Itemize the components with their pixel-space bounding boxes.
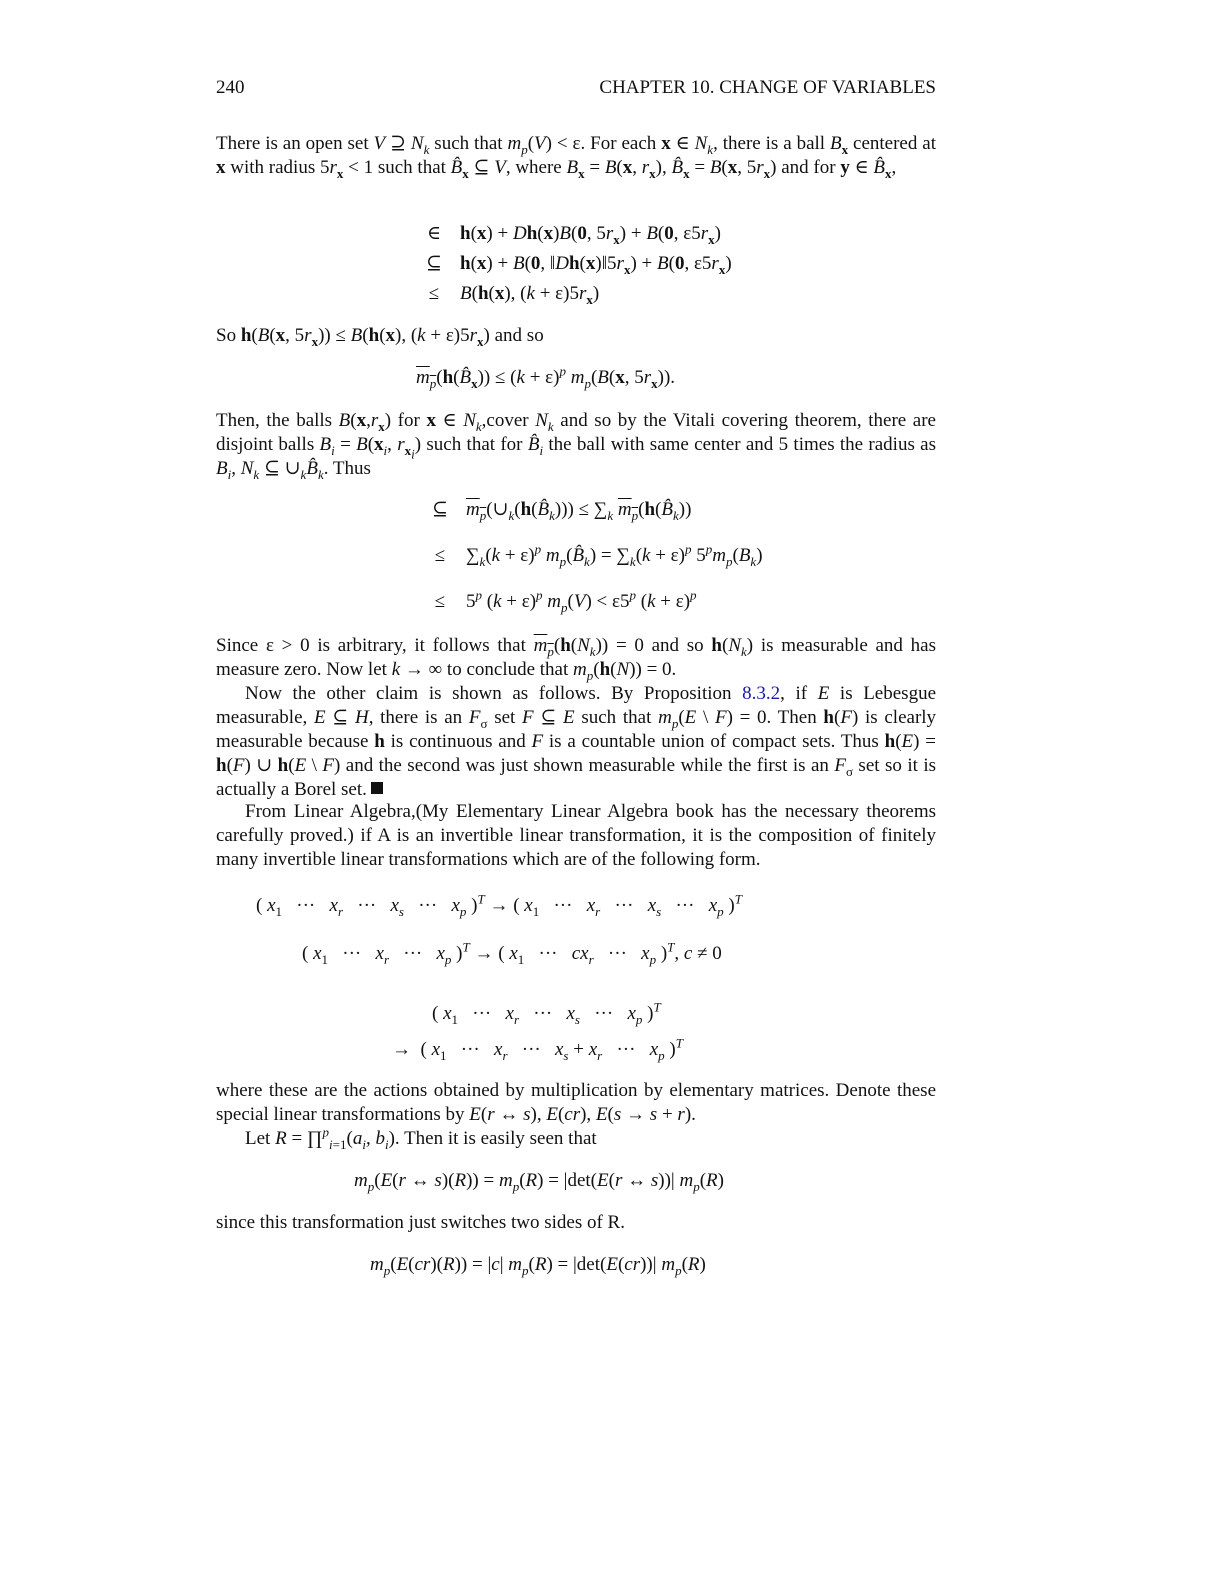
equation-2: $m_p(h(B̂_x)) \le (k + \varepsilon)^p$ $m_p(B(x$, $5r_x$)). (416, 363, 676, 391)
qed-square-icon (371, 782, 383, 794)
paragraph-1: There is an open set V ⊇ $N_k$ such that $m_p(V) < \varepsilon$. For each x ∈ $N_k$, there is a ball $B_x$ centered at x with radius $5r_x < 1$ such that $B̂_x$ ⊆ V, where $B_x = B(x$, $r_x$), $B̂_x = B(x$, $5r_x$) and for y ∈ $B̂_x$, (216, 133, 936, 181)
paragraph-7: where these are the actions obtained by multiplication by elementary matrices. Denote these special linear transformations by E(r ↔ s), E(cr), E(s → s + r). (216, 1080, 936, 1125)
proposition-link[interactable]: 8.3.2 (742, 683, 781, 704)
paragraph-5: Now the other claim is shown as follows. By Proposition 8.3.2, if E is Lebesgue measurable, E ⊆ H, there is an $F_\sigma$ set F ⊆ E such that $m_p(E$ \ F) = 0. Then h(F) is clearly measurable because h is continuous and F is a countable union of compact sets. Thus h(E) = h(F) ∪ h(E \ F) and the second was just shown measurable while the first is an $F_\sigma$ set so it is actually a Borel set. (216, 683, 937, 800)
transform-add-row2: → ( $x_1$ ··· $x_r$ ··· $x_s + x_r$ ··· $x_p$ )$^T$ (392, 1035, 683, 1063)
equation-scale-measure: $m_p(E(cr)(R)) = |c|$ $m_p(R) = |\det(E(cr))|$ $m_p(R)$ (370, 1254, 706, 1278)
paragraph-2: So h(B(x, $5r_x)) \le B(h(x)$, $(k + \varepsilon)5r_x$) and so (216, 325, 544, 349)
page: 240 CHAPTER 10. CHANGE OF VARIABLES There is an open set V ⊇ $N_k$ such that $m_p(V) < \varepsilon$. For each x ∈ $N_k$, there is a ball $B_x$ centered at x with radius $5r_x < 1$ such that $B̂_x$ ⊆ V, where $B_x = B(x$, $r_x$), $B̂_x = B(x$, $5r_x$) and for y ∈ $B̂_x$, ∈ h(x) + Dh(x)B(0, $5r_x) + B(0$, $\varepsilon 5r_x$) ⊆ h(x) + B(0, $‖Dh(x)‖5r_x) + B(0$, $\varepsilon 5r_x$) ≤ B(h(x), $(k + \varepsilon)5r_x$) So h(B(x, $5r_x)) \le B(h(x)$, $(k + \varepsilon)5r_x$) and so $m_p(h(B̂_x)) \le (k + \varepsilon)^p$ $m_p(B(x$, $5r_x$)). Then, the balls $B(x,r_x)$ for x ∈ $N_k,cover$ $N_k$ and so by the Vitali covering theorem, there are disjoint balls $B_i = B(x_i$, $r_{x_i}$) such that for $B̂_i$ the ball with same center and 5 times the radius as $B_i$, $N_k$ ⊆ $\cup_kB̂_k$. Thus ⊆ $m_p(\cup_k(h(B̂_k))) \le \sum_k$ $m_p(h(B̂_k))$ ≤ $\sum_k(k + \varepsilon)^p$ $m_p(B̂_k) = \sum_k(k + \varepsilon)^p$ $5^pm_p(B_k)$ ≤ 5$^p$ $(k + \varepsilon)^p$ $m_p(V) < \varepsilon 5^p$ $(k + \varepsilon)^p$ Since ε > 0 is arbitrary, it follows that $m_p(h(N_k)) = 0$ and so $h(N_k)$ is measurable and has measure zero. Now let k → ∞ to conclude that $m_p(h(N)) = 0$. Now the other claim is shown as follows. By Proposition 8.3.2, if E is Lebesgue measurable, E ⊆ H, there is an $F_\sigma$ set F ⊆ E such that $m_p(E$ \ F) = 0. Then h(F) is clearly measurable because h is continuous and F is a countable union of compact sets. Thus h(E) = h(F) ∪ h(E \ F) and the second was just shown measurable while the first is an $F_\sigma$ set so it is actually a Borel set. From Linear Algebra,(My Elementary Linear Algebra book has the necessary theorems carefully proved.) if A is an invertible linear transformation, it is the composition of finitely many invertible linear transformations which are of the following form. ( $x_1$ ··· $x_r$ ··· $x_s$ ··· $x_p$ )$^T$ → ( $x_1$ ··· $x_r$ ··· $x_s$ ··· $x_p$ )$^T$ ( $x_1$ ··· $x_r$ ··· $x_p$ )$^T$ → ( $x_1$ ··· $cx_r$ ··· $x_p$ )$^T$, c ≠ 0 ( $x_1$ ··· $x_r$ ··· $x_s$ ··· $x_p$ )$^T$ → ( $x_1$ ··· $x_r$ ··· $x_s + x_r$ ··· $x_p$ )$^T$ where these are the actions obtained by multiplication by elementary matrices. Denote these special linear transformations by E(r ↔ s), E(cr), E(s → s + r). Let $R = \prod^p_{i=1}(a_i$, $b_i$). Then it is easily seen that $m_p(E(r$ ↔ $s)(R)) = m_p(R) = |\det(E(r$ ↔ s))| $m_p(R)$ since this transformation just switches two sides of R. $m_p(E(cr)(R)) = |c|$ $m_p(R) = |\det(E(cr))|$ $m_p(R)$ (216, 77, 937, 1278)
paragraph-9: since this transformation just switches two sides of R. (216, 1212, 625, 1233)
paragraph-8: Let $R = \prod^p_{i=1}(a_i$, $b_i$). Then it is easily seen that (245, 1124, 597, 1152)
transform-scale: ( $x_1$ ··· $x_r$ ··· $x_p$ )$^T$ → ( $x_1$ ··· $cx_r$ ··· $x_p$ )$^T$, c ≠ 0 (302, 939, 722, 967)
transform-add-row1: ( $x_1$ ··· $x_r$ ··· $x_s$ ··· $x_p$ )$^T$ (432, 999, 661, 1027)
chapter-title: CHAPTER 10. CHANGE OF VARIABLES (599, 77, 936, 98)
paragraph-4: Since ε > 0 is arbitrary, it follows that $m_p(h(N_k)) = 0$ and so $h(N_k)$ is measurable and has measure zero. Now let k → ∞ to conclude that $m_p(h(N)) = 0$. (216, 635, 936, 683)
paragraph-6: From Linear Algebra,(My Elementary Linear Algebra book has the necessary theorems carefully proved.) if A is an invertible linear transformation, it is the composition of finitely many invertible linear transformations which are of the following form. (216, 801, 936, 870)
equation-swap-measure: $m_p(E(r$ ↔ $s)(R)) = m_p(R) = |\det(E(r$ ↔ s))| $m_p(R)$ (354, 1170, 724, 1194)
transform-swap: ( $x_1$ ··· $x_r$ ··· $x_s$ ··· $x_p$ )$^T$ → ( $x_1$ ··· $x_r$ ··· $x_s$ ··· $x_p$ )$^T$ (256, 891, 742, 919)
paragraph-3: Then, the balls $B(x,r_x)$ for x ∈ $N_k,cover$ $N_k$ and so by the Vitali covering theorem, there are disjoint balls $B_i = B(x_i$, $r_{x_i}$) such that for $B̂_i$ the ball with same center and 5 times the radius as $B_i$, $N_k$ ⊆ $\cup_kB̂_k$. Thus (216, 410, 936, 482)
page-number: 240 (216, 77, 245, 98)
